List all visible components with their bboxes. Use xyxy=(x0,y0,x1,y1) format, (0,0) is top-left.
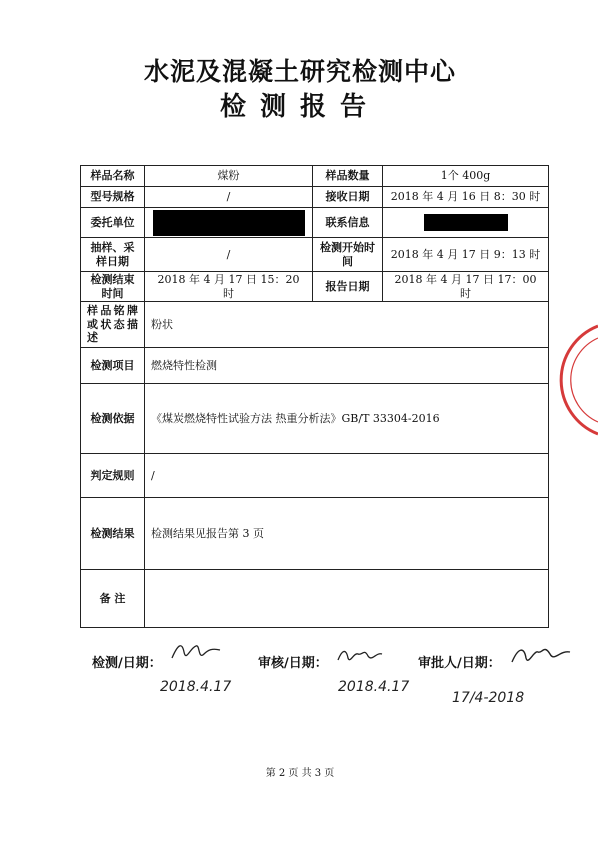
red-stamp xyxy=(528,320,598,440)
model-label: 型号规格 xyxy=(81,187,145,208)
approver-label: 审批人/日期： xyxy=(418,656,501,671)
reviewer-date: 2018.4.17 xyxy=(338,679,410,695)
sample-name-value: 煤粉 xyxy=(145,166,313,187)
reviewer-signature xyxy=(334,644,386,670)
client-value xyxy=(145,208,313,238)
remarks-label: 备 注 xyxy=(81,570,145,628)
judgment-label: 判定规则 xyxy=(81,454,145,498)
approver-signature xyxy=(508,640,574,672)
tester-date: 2018.4.17 xyxy=(160,679,232,695)
judgment-value: / xyxy=(145,454,549,498)
sample-state-label: 样品铭牌或状态描述 xyxy=(81,302,145,348)
sampling-label: 抽样、采样日期 xyxy=(81,238,145,272)
report-title: 检测报告 xyxy=(219,92,380,122)
sampling-value: / xyxy=(145,238,313,272)
remarks-value xyxy=(145,570,549,628)
report-date-value: 2018 年 4 月 17 日 17：00 时 xyxy=(383,272,549,302)
approver-date: 17/4-2018 xyxy=(452,690,525,706)
report-date-label: 报告日期 xyxy=(313,272,383,302)
page-number: 第 2 页 共 3 页 xyxy=(265,768,335,779)
tester-signature xyxy=(168,638,224,666)
sample-qty-label: 样品数量 xyxy=(313,166,383,187)
test-basis-label: 检测依据 xyxy=(81,384,145,454)
contact-label: 联系信息 xyxy=(313,208,383,238)
test-item-label: 检测项目 xyxy=(81,348,145,384)
reviewer-label: 审核/日期： xyxy=(258,656,328,671)
result-value: 检测结果见报告第 3 页 xyxy=(145,498,549,570)
received-value: 2018 年 4 月 16 日 8：30 时 xyxy=(383,187,549,208)
sample-qty-value: 1个 400g xyxy=(383,166,549,187)
test-start-label: 检测开始时间 xyxy=(313,238,383,272)
test-basis-value: 《煤炭燃烧特性试验方法 热重分析法》GB/T 33304-2016 xyxy=(145,384,549,454)
test-item-value: 燃烧特性检测 xyxy=(145,348,549,384)
received-label: 接收日期 xyxy=(313,187,383,208)
report-table xyxy=(80,165,549,628)
sample-state-value: 粉状 xyxy=(145,302,549,348)
sample-name-label: 样品名称 xyxy=(81,166,145,187)
client-label: 委托单位 xyxy=(81,208,145,238)
test-end-label: 检测结束时间 xyxy=(81,272,145,302)
test-start-value: 2018 年 4 月 17 日 9：13 时 xyxy=(383,238,549,272)
redaction-box xyxy=(153,210,305,236)
tester-label: 检测/日期： xyxy=(92,656,162,671)
org-title: 水泥及混凝土研究检测中心 xyxy=(143,57,456,86)
model-value: / xyxy=(145,187,313,208)
contact-value xyxy=(383,208,549,238)
result-label: 检测结果 xyxy=(81,498,145,570)
test-end-value: 2018 年 4 月 17 日 15：20 时 xyxy=(145,272,313,302)
redaction-box xyxy=(424,214,508,231)
